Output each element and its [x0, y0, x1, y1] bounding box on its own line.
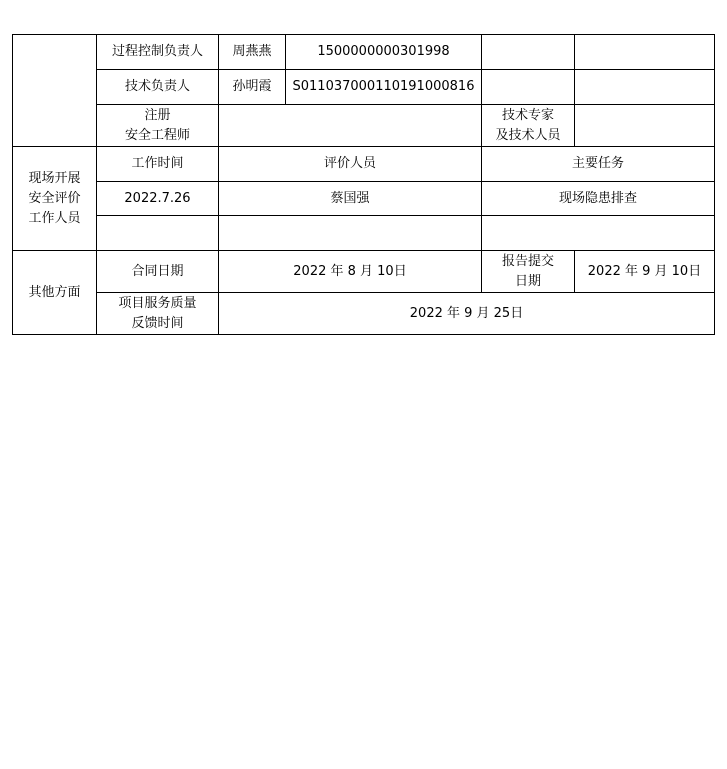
tech-lead-label: 技术负责人 [97, 70, 219, 105]
contract-date-value: 2022 年 8 月 10日 [219, 251, 482, 293]
empty-cell [482, 35, 575, 70]
label-line: 反馈时间 [131, 315, 184, 331]
work-time-value: 2022.7.26 [97, 182, 219, 216]
main-task-header: 主要任务 [482, 147, 715, 182]
evaluator-value: 蔡国强 [219, 182, 482, 216]
empty-cell [219, 216, 482, 251]
empty-cell [575, 35, 715, 70]
table-row [13, 182, 715, 216]
onsite-section-label [13, 147, 97, 251]
other-section-label: 其他方面 [13, 251, 97, 335]
process-control-id: 1500000000301998 [286, 35, 482, 70]
label-line: 现场开展 [28, 170, 81, 186]
tech-lead-name: 孙明霞 [219, 70, 286, 105]
contract-date-label: 合同日期 [97, 251, 219, 293]
work-time-header: 工作时间 [97, 147, 219, 182]
label-line: 项目服务质量 [118, 295, 197, 311]
empty-cell [575, 105, 715, 147]
table-row [13, 216, 715, 251]
empty-cell [482, 70, 575, 105]
evaluation-info-table [12, 34, 715, 335]
label-line: 技术专家 [501, 107, 554, 123]
feedback-time-label [97, 293, 219, 335]
label-line: 日期 [514, 273, 541, 289]
table-row [13, 147, 715, 182]
table-row [13, 35, 715, 70]
table-row [13, 105, 715, 147]
personnel-section-cell [13, 35, 97, 147]
label-line: 安全评价 [28, 190, 81, 206]
feedback-time-value: 2022 年 9 月 25日 [219, 293, 715, 335]
report-date-label [482, 251, 575, 293]
label-line: 注册 [144, 107, 171, 123]
label-line: 工作人员 [28, 210, 81, 226]
empty-cell [97, 216, 219, 251]
empty-cell [575, 70, 715, 105]
process-control-name: 周燕燕 [219, 35, 286, 70]
label-line: 安全工程师 [124, 127, 190, 143]
table-row [13, 251, 715, 293]
report-date-value: 2022 年 9 月 10日 [575, 251, 715, 293]
label-line: 报告提交 [501, 253, 554, 269]
tech-lead-id: S011037000110191000816 [286, 70, 482, 105]
main-task-value: 现场隐患排查 [482, 182, 715, 216]
table-row [13, 293, 715, 335]
process-control-label: 过程控制负责人 [97, 35, 219, 70]
empty-cell [219, 105, 482, 147]
label-line: 及技术人员 [495, 127, 561, 143]
expert-label [482, 105, 575, 147]
evaluators-header: 评价人员 [219, 147, 482, 182]
registered-engineer-label [97, 105, 219, 147]
empty-cell [482, 216, 715, 251]
table-row [13, 70, 715, 105]
